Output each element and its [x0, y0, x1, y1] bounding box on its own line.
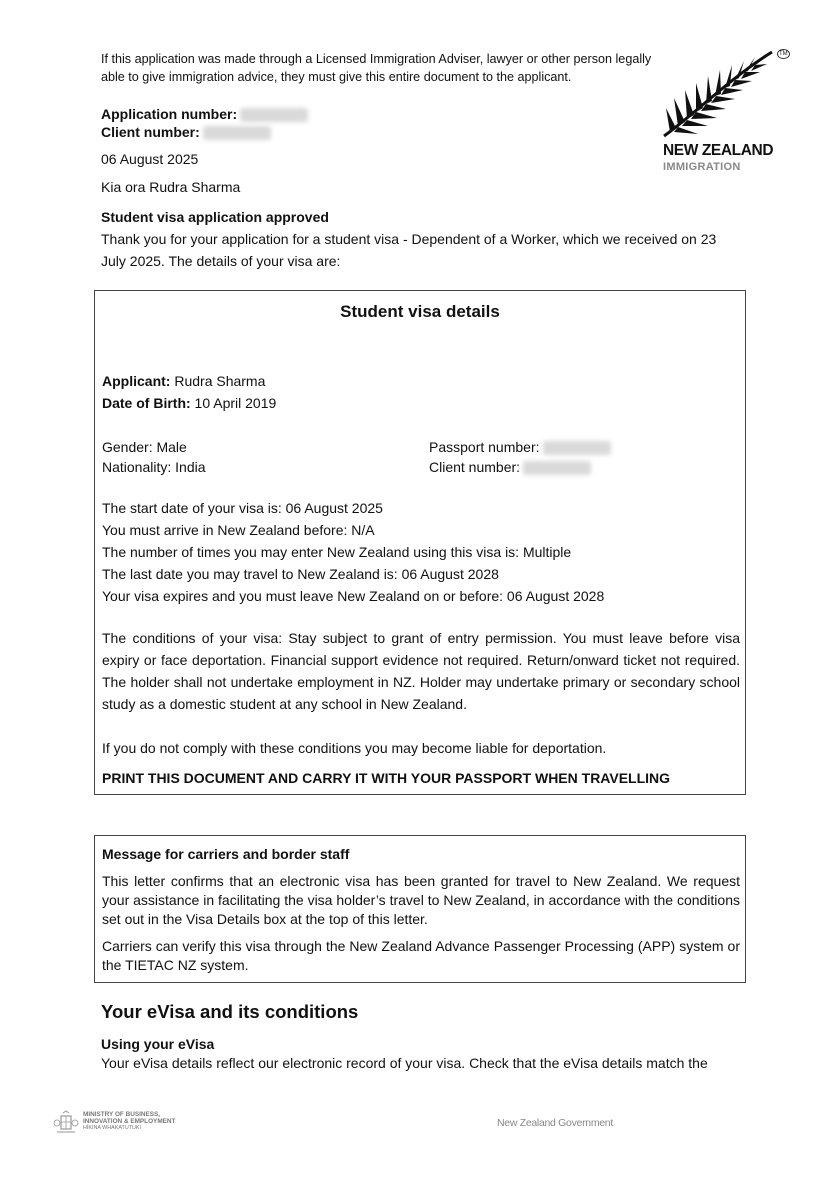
last-travel-line: The last date you may travel to New Zealand is: 06 August 2028 [102, 566, 499, 582]
visa-dates [102, 497, 604, 607]
visa-conditions: The conditions of your visa: Stay subject to grant of entry permission. You must leave before visa expiry or face deportation. Financial support evidence not required. Return/onward ticket not required. The holder shall not undertake employment in NZ. Holder may undertake primary or secondary school study as a domestic student at any school in New Zealand. [102, 630, 740, 712]
trademark-mark: TM [779, 51, 788, 57]
greeting: Kia ora Rudra Sharma [101, 179, 241, 195]
logo-line2: IMMIGRATION [663, 161, 741, 173]
application-number [101, 105, 308, 123]
applicant-label: Applicant: [102, 373, 171, 389]
print-instruction: PRINT THIS DOCUMENT AND CARRY IT WITH YOUR PASSPORT WHEN TRAVELLING [102, 770, 671, 786]
coat-of-arms-icon [53, 1110, 79, 1136]
comply-warning: If you do not comply with these conditions you may become liable for deportation. [102, 740, 607, 756]
adviser-notice: If this application was made through a Licensed Immigration Adviser, lawyer or other person legally able to give immigration advice, they must give this entire document to the applicant. [101, 52, 652, 84]
nationality: Nationality: India [102, 459, 206, 475]
carriers-paragraph-2: Carriers can verify this visa through the New Zealand Advance Passenger Processing (APP) system or the TIETAC NZ system. [102, 938, 740, 973]
dob-value: 10 April 2019 [190, 395, 277, 411]
arrival-line: You must arrive in New Zealand before: N/A [102, 522, 375, 538]
details-client-number [429, 456, 591, 478]
expiry-line: Your visa expires and you must leave New Zealand on or before: 06 August 2028 [102, 588, 605, 604]
client-number-label: Client number: [101, 124, 200, 140]
gender: Gender: Male [102, 439, 187, 455]
logo-line1: NEW ZEALAND [663, 142, 774, 159]
carriers-paragraph-1: This letter confirms that an electronic visa has been granted for travel to New Zealand. We request your assistance in facilitating the visa holder’s travel to New Zealand, in accordance with the conditions set out in the Visa Details box at the top of this letter. [102, 873, 740, 927]
applicant-line [102, 370, 265, 392]
client-number [101, 123, 271, 141]
nz-government-wordmark: New Zealand Government [497, 1117, 613, 1129]
evisa-subheading: Using your eVisa [101, 1036, 215, 1052]
carriers-heading: Message for carriers and border staff [102, 846, 350, 862]
passport-number-label: Passport number: [429, 439, 540, 455]
evisa-heading: Your eVisa and its conditions [101, 1001, 359, 1022]
redacted-client-number [203, 126, 271, 140]
approval-text: Thank you for your application for a student visa - Dependent of a Worker, which we received on 23 July 2025. The details of your visa are: [101, 231, 717, 269]
passport-number [429, 436, 611, 458]
mbie-line-3: HĪKINA WHAKATUTUKI [83, 1125, 142, 1131]
carriers-message-box [94, 835, 746, 983]
approval-heading: Student visa application approved [101, 209, 329, 225]
visa-details-title: Student visa details [340, 302, 500, 321]
mbie-logo [53, 1110, 203, 1138]
mbie-line-1: MINISTRY OF BUSINESS, [83, 1111, 161, 1118]
silver-fern-icon [660, 48, 780, 138]
details-client-number-label: Client number: [429, 459, 521, 475]
visa-details-box [94, 290, 746, 795]
evisa-text: Your eVisa details reflect our electronic record of your visa. Check that the eVisa details match the [101, 1055, 708, 1071]
redacted-application-number [240, 108, 308, 122]
dob-label: Date of Birth: [102, 395, 191, 411]
dob-line [102, 392, 276, 414]
nz-immigration-logo [660, 48, 790, 178]
application-number-label: Application number: [101, 106, 238, 122]
start-date-line: The start date of your visa is: 06 August 2025 [102, 500, 383, 516]
letter-date: 06 August 2025 [101, 151, 199, 167]
redacted-passport-number [543, 441, 611, 455]
entries-line: The number of times you may enter New Zealand using this visa is: Multiple [102, 544, 572, 560]
mbie-line-2: INNOVATION & EMPLOYMENT [83, 1118, 176, 1125]
applicant-value: Rudra Sharma [170, 373, 266, 389]
redacted-details-client-number [523, 461, 591, 475]
